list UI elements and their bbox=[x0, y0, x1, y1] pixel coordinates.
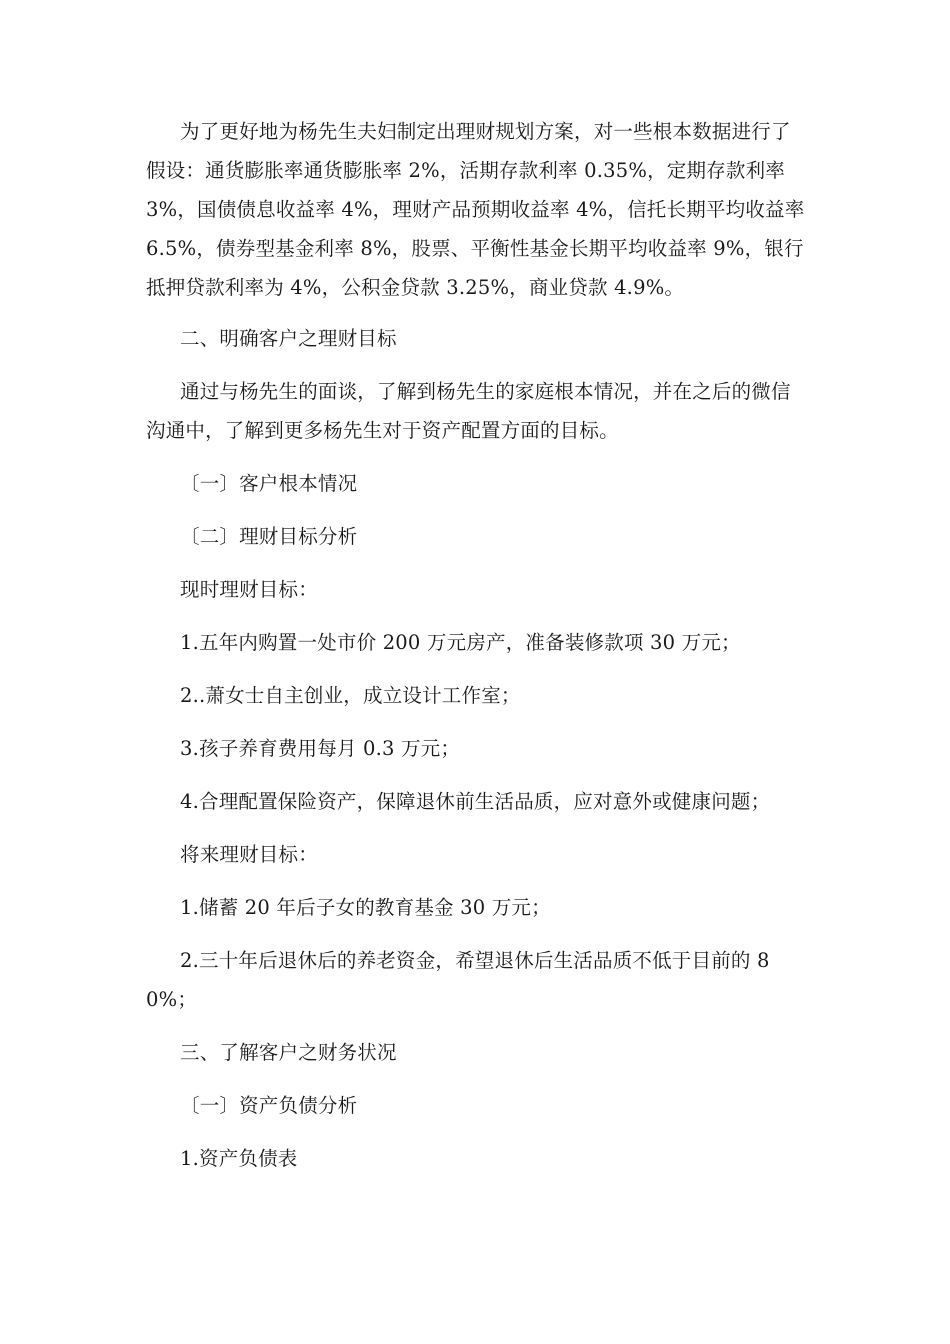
interview-paragraph: 通过与杨先生的面谈，了解到杨先生的家庭根本情况，并在之后的微信沟通中，了解到更多杨先生对于资产配置方面的目标。 bbox=[146, 380, 791, 442]
current-goal-item-1: 1.五年内购置一处市价 200 万元房产，准备装修款项 30 万元； bbox=[180, 631, 741, 654]
section-heading-financial-status: 三、了解客户之财务状况 bbox=[180, 1041, 397, 1064]
section-heading-financial-goals: 二、明确客户之理财目标 bbox=[180, 327, 397, 350]
future-goal-item-2: 2.三十年后退休后的养老资金，希望退休后生活品质不低于目前的 80%； bbox=[146, 949, 770, 1011]
assumptions-paragraph: 为了更好地为杨先生夫妇制定出理财规划方案，对一些根本数据进行了假设：通货膨胀率通货膨胀率 2%，活期存款利率 0.35%，定期存款利率 3%，国债债息收益率 4%，理财产品预期收益率 4%，信托长期平均收益率 6.5%，债券型基金利率 8%，股票、平衡性基金长期平均收益率 9%，银行抵押贷款利率为 4%，公积金贷款 3.25%，商业贷款 4.9%。 bbox=[146, 120, 805, 299]
current-goal-item-2: 2..萧女士自主创业，成立设计工作室； bbox=[180, 684, 521, 707]
subsection-balance-sheet-analysis: 〔一〕资产负债分析 bbox=[180, 1094, 358, 1117]
document-body bbox=[146, 112, 806, 1192]
subsection-goal-analysis: 〔二〕理财目标分析 bbox=[180, 525, 358, 548]
subsection-client-basics: 〔一〕客户根本情况 bbox=[180, 472, 358, 495]
current-goal-item-3: 3.孩子养育费用每月 0.3 万元； bbox=[180, 737, 461, 760]
balance-sheet-item: 1.资产负债表 bbox=[180, 1147, 298, 1170]
current-goals-heading: 现时理财目标： bbox=[180, 578, 318, 601]
future-goal-item-1: 1.储蓄 20 年后子女的教育基金 30 万元； bbox=[180, 896, 551, 919]
future-goals-heading: 将来理财目标： bbox=[180, 843, 318, 866]
current-goal-item-4: 4.合理配置保险资产，保障退休前生活品质，应对意外或健康问题； bbox=[180, 790, 771, 813]
